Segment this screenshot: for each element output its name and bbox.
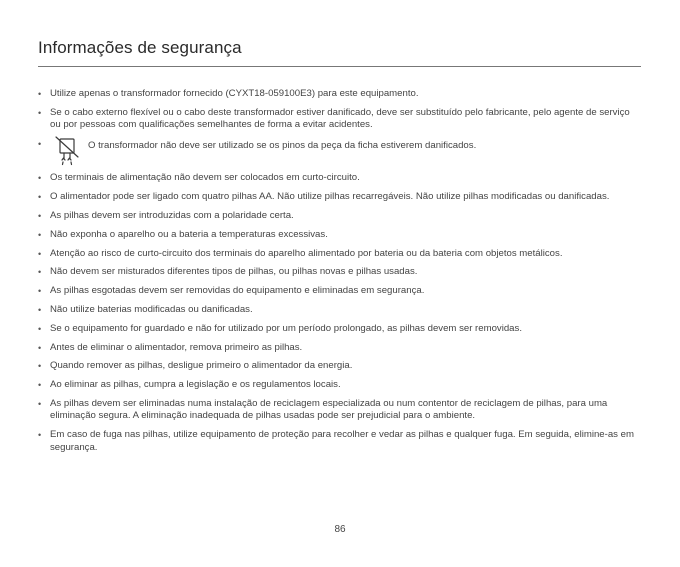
list-item-text: Não devem ser misturados diferentes tipos de pilhas, ou pilhas novas e pilhas usadas. — [50, 266, 418, 278]
list-item-text: O transformador não deve ser utilizado se os pinos da peça da ficha estiverem danificados. — [88, 140, 477, 151]
bullet: • — [38, 398, 42, 409]
list-item-text: As pilhas esgotadas devem ser removidas do equipamento e eliminadas em segurança. — [50, 285, 425, 297]
list-item-text: As pilhas devem ser introduzidas com a polaridade certa. — [50, 209, 294, 221]
damaged-plug-warning-icon — [50, 136, 84, 166]
bullet: • — [38, 342, 42, 353]
list-item — [38, 429, 641, 454]
bullet: • — [38, 89, 42, 99]
list-item — [38, 88, 641, 100]
list-item — [38, 398, 641, 423]
bullet: • — [38, 139, 42, 149]
list-item-text: Antes de eliminar o alimentador, remova primeiro as pilhas. — [50, 341, 303, 353]
list-item-text: Não utilize baterias modificadas ou danificadas. — [50, 303, 253, 315]
bullet: • — [38, 192, 42, 203]
bullet: • — [38, 229, 42, 240]
page-title: Informações de segurança — [38, 38, 242, 57]
list-item — [38, 323, 641, 335]
list-item — [38, 229, 641, 241]
list-item — [38, 304, 641, 316]
bullet: • — [38, 323, 42, 334]
list-item — [38, 342, 641, 354]
list-item-text: As pilhas devem ser eliminadas numa instalação de reciclagem especializada ou num contentor de reciclagem de pilhas, para uma eliminação segura. A eliminação inadequada de pilhas usadas pode ser prejudicial para o ambiente. — [50, 397, 608, 422]
list-item-text: Ao eliminar as pilhas, cumpra a legislação e os regulamentos locais. — [50, 379, 341, 391]
list-item-text: Quando remover as pilhas, desligue primeiro o alimentador da energia. — [50, 360, 353, 372]
bullet: • — [38, 361, 42, 372]
list-item — [38, 266, 641, 278]
list-item — [38, 107, 641, 132]
list-item-text: Atenção ao risco de curto-circuito dos terminais do aparelho alimentado por bateria ou da bateria com objetos metálicos. — [50, 247, 563, 259]
bullet: • — [38, 107, 42, 118]
bullet: • — [38, 430, 42, 441]
bullet: • — [38, 248, 42, 259]
list-item-text: Não exponha o aparelho ou a bateria a temperaturas excessivas. — [50, 228, 328, 240]
list-item — [38, 210, 641, 222]
list-item — [38, 285, 641, 297]
list-item — [38, 360, 641, 372]
list-item — [38, 172, 641, 184]
list-item-text: Em caso de fuga nas pilhas, utilize equipamento de proteção para recolher e vedar as pilhas e qualquer fuga. Em seguida, elimine-as em segurança. — [50, 429, 634, 453]
list-item — [38, 379, 641, 391]
bullet: • — [38, 286, 42, 297]
safety-list — [38, 88, 641, 460]
page-number: 86 — [334, 524, 346, 535]
list-item — [38, 248, 641, 260]
bullet: • — [38, 267, 42, 278]
list-item-text: O alimentador pode ser ligado com quatro pilhas AA. Não utilize pilhas recarregáveis. Não utilize pilhas modificadas ou danificadas. — [50, 191, 610, 203]
bullet: • — [38, 210, 42, 221]
bullet: • — [38, 304, 42, 315]
list-item-text: Se o cabo externo flexível ou o cabo deste transformador estiver danificado, deve ser substituído pelo fabricante, pelo agente de serviço ou por pessoas com qualificações semelhantes de forma a evitar acidentes. — [50, 106, 630, 131]
bullet: • — [38, 380, 42, 391]
title-divider — [38, 66, 641, 67]
list-item — [38, 191, 641, 203]
list-item-text: Se o equipamento for guardado e não for utilizado por um período prolongado, as pilhas devem ser removidas. — [50, 322, 522, 334]
list-item-text: Os terminais de alimentação não devem ser colocados em curto-circuito. — [50, 172, 360, 184]
list-item-text: Utilize apenas o transformador fornecido (CYXT18-059100E3) para este equipamento. — [50, 88, 419, 99]
bullet: • — [38, 173, 42, 184]
list-item — [38, 138, 641, 166]
